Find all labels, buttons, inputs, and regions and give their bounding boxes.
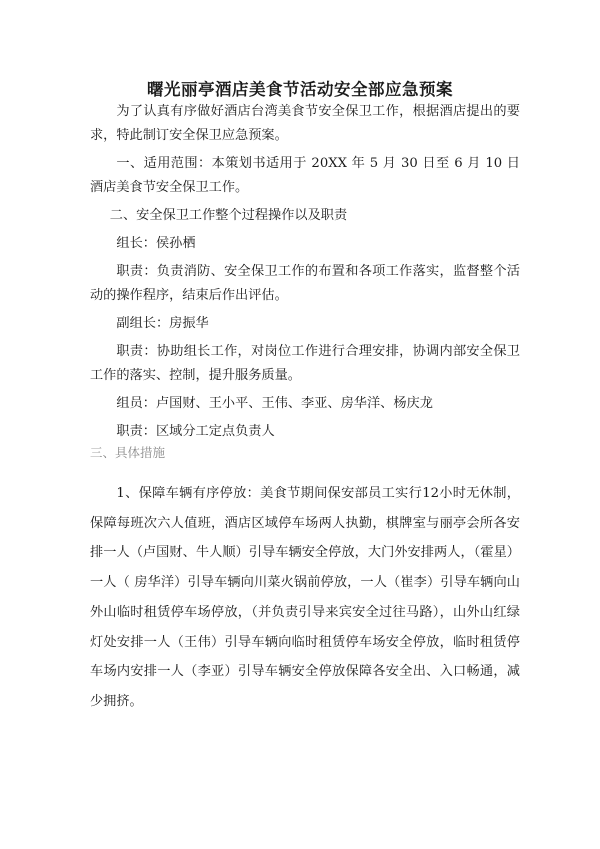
team-leader-duty: 职责：负责消防、安全保卫工作的布置和各项工作落实，监督整个活动的操作程序，结束后作出评估。 — [90, 264, 520, 303]
section-measures — [90, 479, 520, 717]
scope-paragraph: 一、适用范围：本策划书适用于 20XX 年 5 月 30 日至 6 月 10 日酒店美食节安全保卫工作。 — [90, 156, 520, 195]
measure-1-paragraph: 1、保障车辆有序停放：美食节期间保安部员工实行12小时无休制，保障每班次六人值班，酒店区域停车场两人执勤，棋牌室与丽亭会所各安排一人（卢国财、牛人顺）引导车辆安全停放，大门外安排两人，（霍星）一人（ 房华洋）引导车辆向川菜火锅前停放，一人（崔李）引导车辆向山外山临时租赁停车场停放，（并负责引导来宾安全过往马路），山外山红绿灯处安排一人（王伟）引导车辆向临时租赁停车场安全停放，临时租赁停车场内安排一人（李亚）引导车辆安全停放保障各安全出、入口畅通，减少拥挤。 — [90, 486, 520, 709]
intro-paragraph: 为了认真有序做好酒店台湾美食节安全保卫工作，根据酒店提出的要求，特此制订安全保卫应急预案。 — [90, 104, 520, 143]
members-duty: 职责：区域分工定点负责人 — [116, 424, 275, 439]
deputy-leader: 副组长：房振华 — [116, 316, 209, 331]
section-overview — [90, 100, 520, 448]
document-title: 曙光丽亭酒店美食节活动安全部应急预案 — [147, 80, 453, 99]
section3-heading: 三、具体措施 — [90, 445, 166, 460]
deputy-leader-duty: 职责：协助组长工作，对岗位工作进行合理安排，协调内部安全保卫工作的落实、控制，提升服务质量。 — [90, 344, 520, 383]
members: 组员：卢国财、王小平、王伟、李亚、房华洋、杨庆龙 — [116, 396, 433, 411]
section2-heading: 二、安全保卫工作整个过程操作以及职责 — [109, 208, 348, 223]
team-leader: 组长：侯孙栖 — [116, 236, 196, 251]
